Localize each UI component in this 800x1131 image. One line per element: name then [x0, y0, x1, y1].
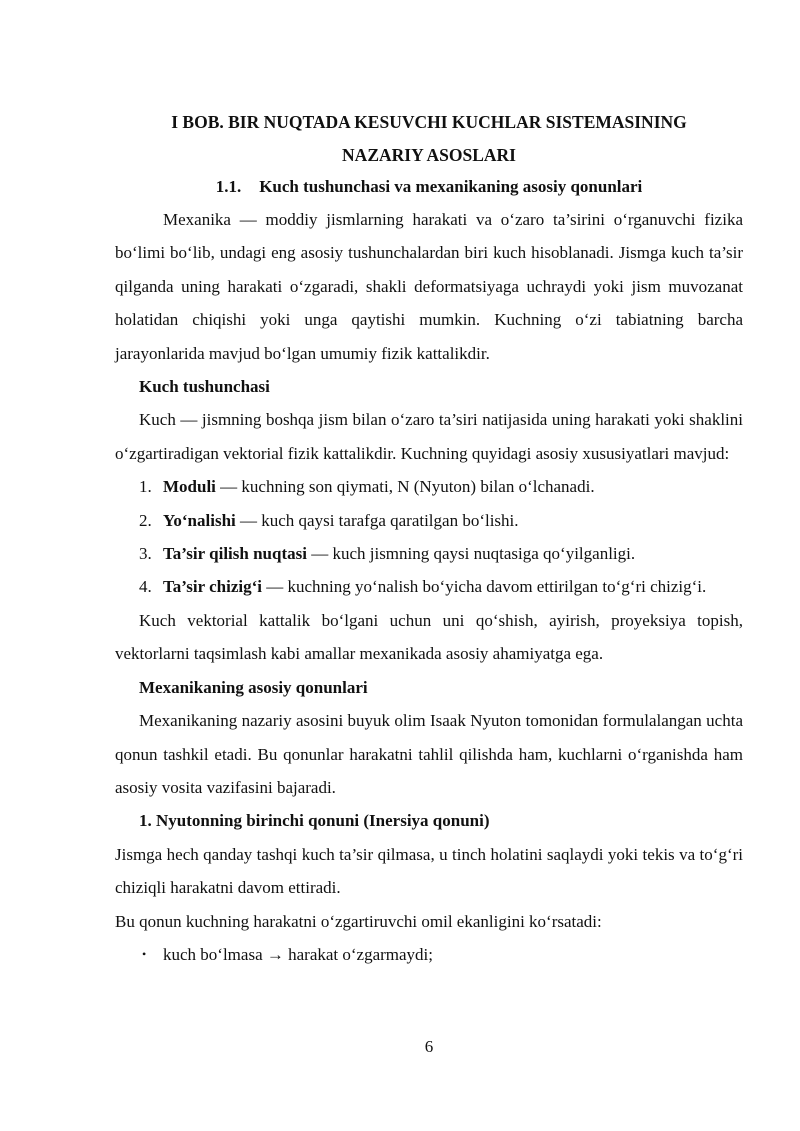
heading-mexanika-qonunlari: Mexanikaning asosiy qonunlari	[139, 677, 368, 697]
section-number: 1.1.	[215, 177, 242, 196]
list-item	[115, 938, 743, 971]
section-heading	[115, 175, 743, 199]
section-title: Kuch tushunchasi va mexanikaning asosiy qonunlari	[259, 177, 643, 196]
page-number: 6	[424, 1037, 434, 1056]
list-item	[115, 537, 743, 570]
intro-paragraph: Mexanika — moddiy jismlarning harakati va o‘zaro ta’sirini o‘rganuvchi fizika bo‘limi bo‘lib, undagi eng asosiy tushunchalardan biri kuch hisoblanadi. Jismga kuch ta’sir qilganda uning harakati o‘zgaradi, shakli deformatsiyaga uchraydi yoki jism muvozanat holatidan chiqishi yoki unga qaytishi mumkin. Kuchning o‘zi tabiatning barcha jarayonlarida mavjud bo‘lgan umumiy fizik kattalikdir.	[115, 210, 743, 363]
chapter-title	[115, 106, 743, 172]
property-text: — kuchning yo‘nalish bo‘yicha davom ettirilgan to‘g‘ri chizig‘i.	[262, 577, 707, 597]
chapter-title-line2: NAZARIY ASOSLARI	[342, 145, 516, 165]
property-term: Moduli	[163, 477, 216, 497]
property-text: — kuch qaysi tarafga qaratilgan bo‘lishi.	[235, 510, 519, 530]
list-number: 1.	[139, 477, 152, 497]
bullet-list	[115, 938, 743, 971]
property-term: Ta’sir qilish nuqtasi	[163, 544, 307, 564]
property-text: — kuchning son qiymati, N (Nyuton) bilan o‘lchanadi.	[215, 477, 595, 497]
list-item	[115, 570, 743, 603]
list-number: 4.	[139, 577, 152, 597]
list-number: 3.	[139, 544, 152, 564]
body-text	[115, 203, 743, 971]
bullet-icon: •	[142, 946, 147, 961]
law1-paragraph: Jismga hech qanday tashqi kuch ta’sir qilmasa, u tinch holatini saqlaydi yoki tekis va to‘g‘ri chiziqli harakatni davom ettiradi.	[115, 844, 743, 898]
heading-kuch-tushunchasi: Kuch tushunchasi	[139, 377, 270, 397]
law1-note: Bu qonun kuchning harakatni o‘zgartiruvchi omil ekanligini ko‘rsatadi:	[115, 911, 602, 931]
laws-paragraph: Mexanikaning nazariy asosini buyuk olim Isaak Nyuton tomonidan formulalangan uchta qonun tashkil etadi. Bu qonunlar harakatni tahlil qilishda ham, kuchlarni o‘rganishda ham asosiy vosita vazifasini bajaradi.	[115, 711, 743, 797]
list-item	[115, 470, 743, 503]
property-term: Yo‘nalishi	[163, 510, 236, 530]
properties-list	[115, 470, 743, 604]
list-number: 2.	[139, 510, 152, 530]
property-text: — kuch jismning qaysi nuqtasiga qo‘yilganligi.	[306, 544, 636, 564]
definition-paragraph: Kuch — jismning boshqa jism bilan o‘zaro ta’siri natijasida uning harakati yoki shaklini o‘zgartiradigan vektorial fizik kattalikdir. Kuchning quyidagi asosiy xususiyatlari mavjud:	[115, 410, 743, 463]
vector-paragraph: Kuch vektorial kattalik bo‘lgani uchun uni qo‘shish, ayirish, proyeksiya topish, vektorlarni taqsimlash kabi amallar mexanikada asosiy ahamiyatga ega.	[115, 610, 743, 664]
property-term: Ta’sir chizig‘i	[163, 577, 263, 597]
bullet-text: kuch bo‘lmasa → harakat o‘zgarmaydi;	[163, 944, 434, 964]
heading-nyuton-birinchi-qonuni: 1. Nyutonning birinchi qonuni (Inersiya qonuni)	[139, 811, 490, 831]
chapter-title-line1: I BOB. BIR NUQTADA KESUVCHI KUCHLAR SISTEMASINING	[171, 112, 687, 132]
list-item	[115, 504, 743, 537]
